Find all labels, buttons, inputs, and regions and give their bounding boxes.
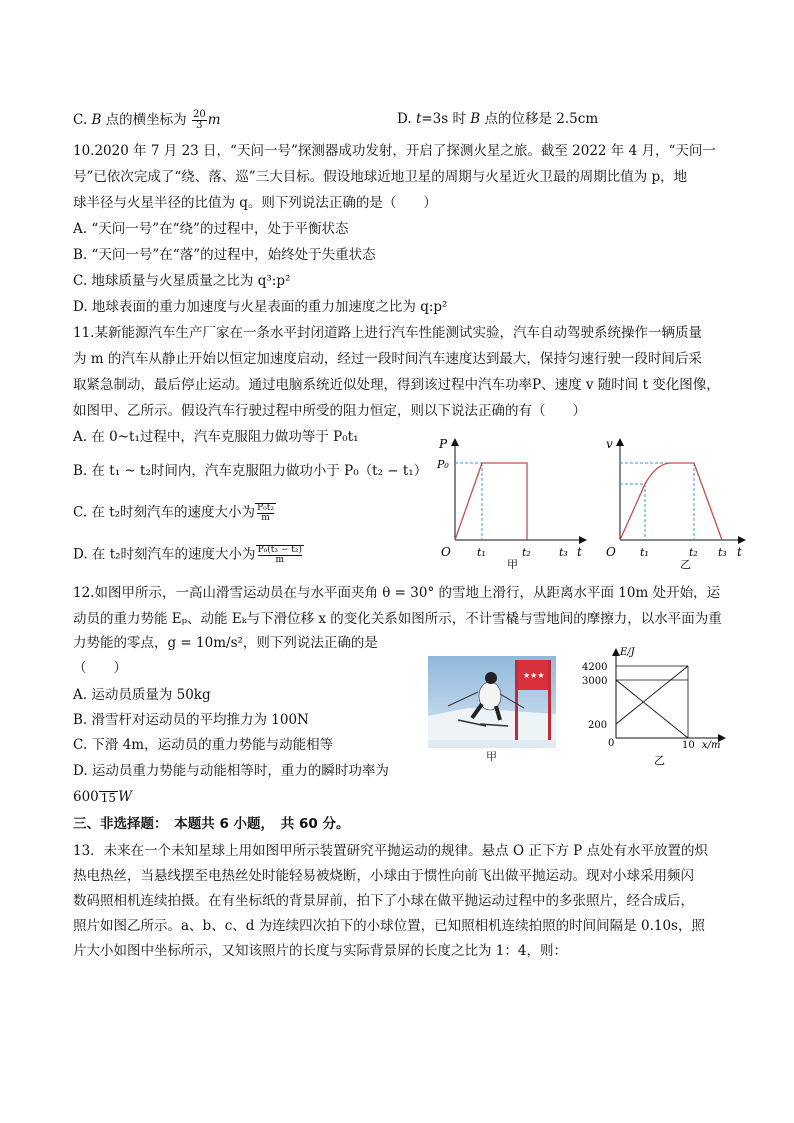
q13-line-1: 13．未来在一个未知星球上用如图甲所示装置研究平抛运动的规律。悬点 O 正下方 P 点处有水平放置的炽 — [73, 843, 708, 859]
q13-line-3: 数码照相机连续拍摄。在有坐标纸的背景屏前，拍下了小球在做平抛运动过程中的多张照片，经合成后， — [73, 893, 694, 909]
q10-option-a: A. “天问一号”在“绕”的过程中，处于平衡状态 — [73, 221, 349, 237]
q10-option-b: B. “天问一号”在“落”的过程中，始终处于失重状态 — [73, 247, 376, 263]
q11-line-4: 如图甲、乙所示。假设汽车行驶过程中所受的阻力恒定，则以下说法正确的有（ ） — [73, 403, 586, 419]
q12-line-4: （ ） — [73, 660, 127, 676]
q11-option-d: D. 在 t₂时刻汽车的速度大小为 $\frac{\text{P₀(t₃ − t₂)}}{m}$ — [73, 545, 302, 565]
q11-fig2-t1: t₁ — [640, 546, 649, 559]
q12-option-b: B. 滑雪杆对运动员的平均推力为 100N — [73, 712, 309, 728]
q12-graph-ylabel: E/J — [620, 647, 635, 658]
q11-fig2-caption: 乙 — [680, 558, 691, 569]
q11-line-2: 为 m 的汽车从静止开始以恒定加速度启动，经过一段时间汽车速度达到最大，保持匀速行驶一段时间后采 — [73, 351, 702, 367]
q10-line-3: 球半径与火星半径的比值为 q。则下列说法正确的是（ ） — [73, 195, 437, 211]
q12-line-1: 12.如图甲所示，一高山滑雪运动员在与水平面夹角 θ = 30° 的雪地上滑行，从距离水平面 10m 处开始，运 — [73, 585, 721, 601]
q12-energy-displacement-graph — [578, 646, 728, 768]
skier-photo — [428, 656, 556, 748]
q13-line-4: 照片如图乙所示。a、b、c、d 为连续四次拍下的小球位置，已知照相机连续拍照的时间间隔是 0.10s，照 — [73, 918, 705, 934]
q12-graph-xlabel: x/m — [702, 740, 721, 751]
q12-option-a: A. 运动员质量为 50kg — [73, 687, 211, 703]
q11-fig1-taxis: t — [577, 545, 582, 559]
q13-line-2: 热电热丝，当悬线摆至电热丝处时能轻易被烧断，小球由于惯性向前飞出做平抛运动。现对小球采用频闪 — [73, 868, 694, 884]
q11-fig1-t3: t₃ — [559, 546, 568, 559]
q10-line-1: 10.2020 年 7 月 23 日，“天问一号”探测器成功发射，开启了探测火星之旅。截至 2022 年 4 月，“天问一 — [73, 143, 716, 159]
q12-graph-tick-4200: 4200 — [582, 662, 608, 673]
q11-velocity-time-graph — [598, 434, 748, 569]
q12-graph-origin: 0 — [608, 738, 615, 749]
q9-option-c: C. B 点的横坐标为 $\frac{20}{3}$ m — [73, 109, 221, 131]
q11-fig2-t2: t₂ — [689, 546, 698, 559]
q11-fig1-ylabel: P — [439, 437, 448, 451]
q11-option-b: B. 在 t₁ ~ t₂时间内，汽车克服阻力做功小于 P₀（t₂ − t₁） — [73, 463, 428, 479]
q11-fig2-origin: O — [606, 545, 616, 559]
q11-fig1-origin: O — [441, 545, 451, 559]
q11-fig1-p0-label: P₀ — [437, 458, 449, 471]
q12-line-2: 动员的重力势能 Eₚ、动能 Eₖ与下滑位移 x 的变化关系如图所示，不计雪橇与雪地间的摩擦力，以水平面为重 — [73, 611, 722, 627]
q11-option-a: A. 在 0~t₁过程中，汽车克服阻力做功等于 P₀t₁ — [73, 429, 359, 445]
q12-line-3: 力势能的零点，g = 10m/s²，则下列说法正确的是 — [73, 635, 378, 651]
q11-line-3: 取紧急制动，最后停止运动。通过电脑系统近似处理，得到该过程中汽车功率P、速度 v 随时间 t 变化图像， — [73, 377, 720, 393]
q13-line-5: 片大小如图中坐标所示，又知该照片的长度与实际背景屏的长度之比为 1：4，则： — [73, 943, 567, 959]
q12-graph-tick-10: 10 — [682, 740, 695, 751]
svg-text:★★★: ★★★ — [523, 671, 545, 680]
q12-graph-caption: 乙 — [654, 754, 665, 767]
q11-line-1: 11.某新能源汽车生产厂家在一条水平封闭道路上进行汽车性能测试实验，汽车自动驾驶系统操作一辆质量 — [73, 325, 702, 341]
q11-fig2-ylabel: v — [606, 437, 613, 451]
q11-fig2-t3: t₃ — [718, 546, 727, 559]
q12-option-d-line1: D. 运动员重力势能与动能相等时，重力的瞬时功率为 — [73, 763, 389, 779]
q11-fig1-caption: 甲 — [507, 558, 518, 569]
q11-option-c: C. 在 t₂时刻汽车的速度大小为 $\frac{\text{P₀t₂}}{m}$ — [73, 503, 274, 523]
q12-graph-tick-200: 200 — [588, 720, 608, 731]
q11-fig1-t1: t₁ — [477, 546, 486, 559]
q11-power-time-graph — [425, 434, 590, 569]
q12-graph-tick-3000: 3000 — [582, 676, 608, 687]
q10-option-d: D. 地球表面的重力加速度与火星表面的重力加速度之比为 q:p² — [73, 299, 448, 315]
q10-option-c: C. 地球质量与火星质量之比为 q³:p² — [73, 273, 291, 289]
q12-option-c: C. 下滑 4m，运动员的重力势能与动能相等 — [73, 737, 334, 753]
q10-line-2: 号”已依次完成了“绕、落、巡”三大目标。假设地球近地卫星的周期与火星近火卫最的周期比值为 p，地 — [73, 169, 688, 185]
q11-fig2-taxis: t — [737, 545, 742, 559]
q12-photo-caption: 甲 — [486, 750, 497, 763]
q11-fig1-t2: t₂ — [522, 546, 531, 559]
q12-option-d-line2: 600 15 W — [73, 789, 132, 805]
q9-option-d: D. t=3s 时 B 点的位移是 2.5cm — [397, 111, 599, 127]
section-3-heading: 三、非选择题： 本题共 6 小题， 共 60 分。 — [73, 816, 350, 832]
